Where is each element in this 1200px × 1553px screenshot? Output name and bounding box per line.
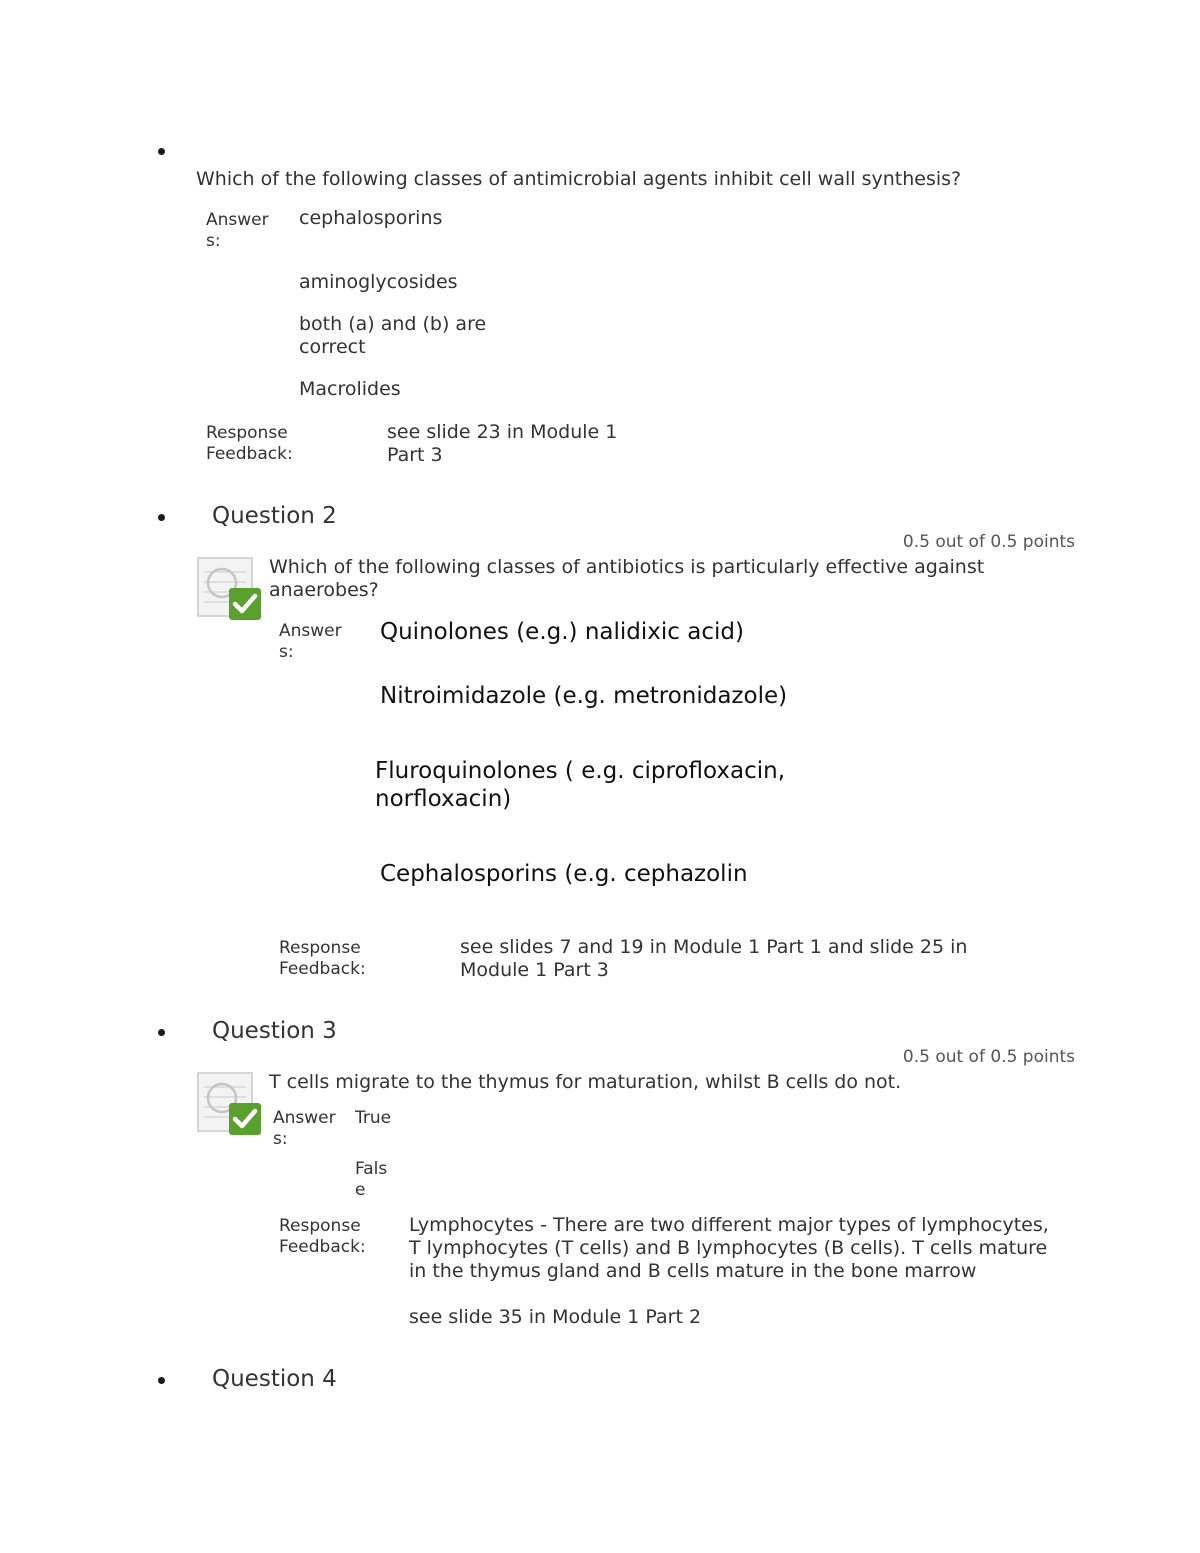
q2-heading: Question 2 — [212, 503, 337, 529]
q3-points: 0.5 out of 0.5 points — [902, 1047, 1075, 1067]
list-bullet — [158, 148, 165, 155]
q2-answer-4: Cephalosporins (e.g. cephazolin — [380, 861, 748, 887]
q2-question: Which of the following classes of antibiotics is particularly effective against anaerobes? — [269, 556, 985, 601]
q1-question: Which of the following classes of antimicrobial agents inhibit cell wall synthesis? — [196, 168, 962, 190]
q2-feedback-label: Response Feedback: — [279, 938, 366, 979]
q3-answers-label: Answer s: — [273, 1108, 336, 1149]
correct-check-icon — [196, 1071, 262, 1137]
q3-feedback-label: Response Feedback: — [279, 1216, 366, 1257]
q3-answer-2: Fals e — [355, 1159, 388, 1200]
q1-feedback: see slide 23 in Module 1 Part 3 — [387, 421, 618, 466]
q2-points: 0.5 out of 0.5 points — [902, 532, 1075, 552]
list-bullet — [158, 1029, 165, 1036]
q2-answer-2: Nitroimidazole (e.g. metronidazole) — [380, 683, 788, 709]
q1-answer-2: aminoglycosides — [299, 271, 458, 293]
q4-heading: Question 4 — [212, 1366, 337, 1392]
q1-answers-label: Answer s: — [206, 210, 269, 251]
q3-feedback: Lymphocytes - There are two different major types of lymphocytes, T lymphocytes (T cells) and B lymphocytes (B cells). T cells mature in the thymus gland and B cells mature in the bone marrow — [409, 1214, 1049, 1282]
q3-heading: Question 3 — [212, 1018, 337, 1044]
q2-feedback: see slides 7 and 19 in Module 1 Part 1 and slide 25 in Module 1 Part 3 — [460, 936, 968, 981]
q2-answer-3: Fluroquinolones ( e.g. ciprofloxacin, norfloxacin) — [375, 758, 786, 812]
q2-answer-1: Quinolones (e.g.) nalidixic acid) — [380, 619, 744, 645]
q3-answer-1: True — [355, 1108, 392, 1128]
q1-answer-1: cephalosporins — [299, 207, 443, 229]
q1-feedback-label: Response Feedback: — [206, 423, 293, 464]
q1-answer-4: Macrolides — [299, 378, 401, 400]
list-bullet — [158, 514, 165, 521]
list-bullet — [158, 1377, 165, 1384]
q1-answer-3: both (a) and (b) are correct — [299, 313, 487, 358]
q3-question: T cells migrate to the thymus for maturation, whilst B cells do not. — [269, 1071, 902, 1093]
q3-feedback-slide: see slide 35 in Module 1 Part 2 — [409, 1306, 702, 1328]
correct-check-icon — [196, 556, 262, 622]
q2-answers-label: Answer s: — [279, 621, 342, 662]
